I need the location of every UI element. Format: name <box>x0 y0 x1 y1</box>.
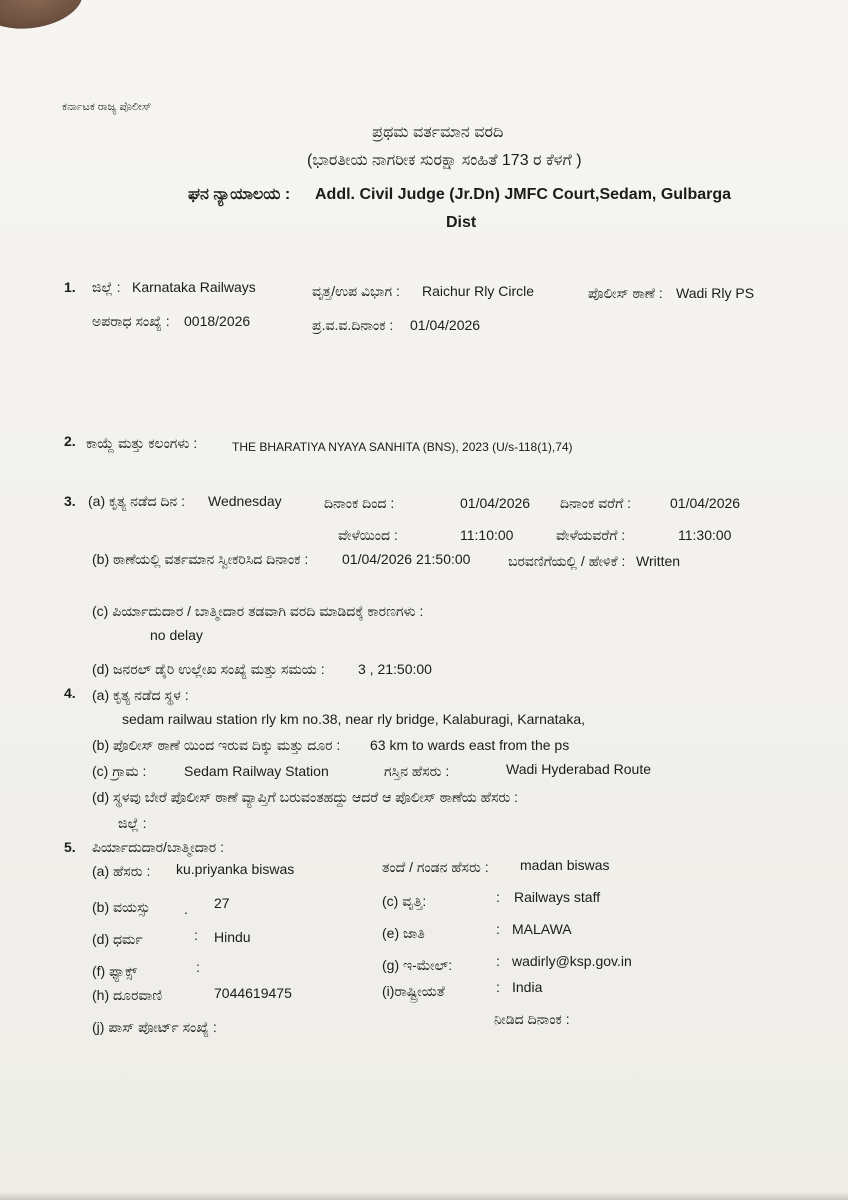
date-to-value: 01/04/2026 <box>670 495 741 511</box>
caste-label: (e) ಜಾತಿ <box>382 925 425 941</box>
section-5-number: 5. <box>64 839 76 855</box>
direction-distance-value: 63 km to wards east from the ps <box>370 737 570 753</box>
village-label: (c) ಗ್ರಾಮ : <box>92 763 147 779</box>
occurrence-day-label: (a) ಕೃತ್ಯ ನಡೆದ ದಿನ : <box>88 493 185 509</box>
court-label: ಘನ ನ್ಯಾಯಾಲಯ : <box>188 186 291 203</box>
issue-date-label: ನೀಡಿದ ದಿನಾಂಕ : <box>494 1011 570 1027</box>
date-from-value: 01/04/2026 <box>460 495 531 511</box>
delay-reason-label: (c) ಪಿರ್ಯಾದುದಾರ / ಬಾತ್ಮೀದಾರ ತಡವಾಗಿ ವರದಿ ಮಾಡಿದಕ್ಕೆ ಕಾರಣಗಳು : <box>92 603 424 619</box>
direction-distance-label: (b) ಪೊಲೀಸ್ ಠಾಣೆ ಯಿಂದ ಇರುವ ದಿಕ್ಕು ಮತ್ತು ದೂರ : <box>92 737 341 753</box>
email-label: (g) ಇ-ಮೇಲ್: <box>382 957 453 973</box>
caste-colon: : <box>496 921 500 937</box>
village-value: Sedam Railway Station <box>184 763 329 779</box>
crime-number-value: 0018/2026 <box>184 313 251 329</box>
time-to-label: ವೇಳೆಯವರೆಗೆ : <box>556 527 626 543</box>
district-value: Karnataka Railways <box>132 279 256 295</box>
date-from-label: ದಿನಾಂಕ ದಿಂದ : <box>324 495 395 511</box>
occurrence-day-value: Wednesday <box>208 493 282 509</box>
occupation-colon: : <box>496 889 500 905</box>
court-name: Addl. Civil Judge (Jr.Dn) JMFC Court,Sedam, Gulbarga <box>315 186 732 203</box>
nationality-value: India <box>512 979 543 995</box>
name-value: ku.priyanka biswas <box>176 861 295 877</box>
complainant-label: ಪಿರ್ಯಾದುದಾರ/ಬಾತ್ಮೀದಾರ : <box>92 839 224 855</box>
passport-label: (j) ಪಾಸ್ ಪೋರ್ಟ್ ಸಂಖ್ಯೆ : <box>92 1019 217 1035</box>
written-oral-label: ಬರವಣಿಗೆಯಲ್ಲಿ / ಹೇಳಿಕೆ : <box>508 553 626 569</box>
acts-label: ಕಾಯ್ದೆ ಮತ್ತು ಕಲಂಗಳು : <box>86 435 198 451</box>
acts-value: THE BHARATIYA NYAYA SANHITA (BNS), 2023 (U/s-118(1),74) <box>232 440 573 454</box>
section-2-number: 2. <box>64 433 76 449</box>
fir-date-value: 01/04/2026 <box>410 317 481 333</box>
delay-reason-value: no delay <box>150 627 203 643</box>
occupation-label: (c) ವೃತ್ತಿ: <box>382 893 427 909</box>
document-subtitle: (ಭಾರತೀಯ ನಾಗರೀಕ ಸುರಕ್ಷಾ ಸಂಹಿತೆ 173 ರ ಕೆಳಗೆ ) <box>307 152 582 169</box>
circle-value: Raichur Rly Circle <box>422 283 535 299</box>
thumb-shadow <box>0 0 87 35</box>
section-4-number: 4. <box>64 685 76 701</box>
document-title: ಪ್ರಥಮ ವರ್ತಮಾನ ವರದಿ <box>372 124 504 141</box>
section-3-number: 3. <box>64 493 76 509</box>
info-received-value: 01/04/2026 21:50:00 <box>342 551 471 567</box>
place-value: sedam railwau station rly km no.38, near rly bridge, Kalaburagi, Karnataka, <box>122 711 586 727</box>
age-label: (b) ವಯಸ್ಸು <box>92 899 151 915</box>
police-station-value: Wadi Rly PS <box>676 285 755 301</box>
email-value: wadirly@ksp.gov.in <box>512 953 632 969</box>
police-station-label: ಪೊಲೀಸ್ ಠಾಣೆ : <box>588 285 663 301</box>
nationality-colon: : <box>496 979 500 995</box>
fir-date-label: ಪ್ರ.ವ.ವ.ದಿನಾಂಕ : <box>312 317 394 333</box>
crime-number-label: ಅಪರಾಧ ಸಂಖ್ಯೆ : <box>92 313 170 329</box>
name-label: (a) ಹೆಸರು : <box>92 863 151 879</box>
father-name-value: madan biswas <box>520 857 610 873</box>
email-colon: : <box>496 953 500 969</box>
district-label: ಜಿಲ್ಲೆ : <box>92 279 121 295</box>
general-diary-label: (d) ಜನರಲ್ ಡೈರಿ ಉಲ್ಲೇಖ ಸಂಖ್ಯೆ ಮತ್ತು ಸಮಯ : <box>92 661 325 677</box>
time-to-value: 11:30:00 <box>678 527 732 543</box>
fax-colon: : <box>196 959 200 975</box>
other-ps-label: (d) ಸ್ಥಳವು ಬೇರೆ ಪೊಲೀಸ್ ಠಾಣೆ ವ್ಯಾಪ್ತಿಗೆ ಬರುವಂತಹದ್ದು ಆದರೆ ಆ ಪೊಲೀಸ್ ಠಾಣೆಯ ಹೆಸರು : <box>92 789 519 805</box>
time-from-value: 11:10:00 <box>460 527 514 543</box>
beat-value: Wadi Hyderabad Route <box>506 761 652 777</box>
bottom-shadow <box>0 1192 848 1200</box>
nationality-label: (i)ರಾಷ್ಟ್ರೀಯತೆ <box>382 983 445 999</box>
father-name-label: ತಂದೆ / ಗಂಡನ ಹೆಸರು : <box>382 859 489 875</box>
written-oral-value: Written <box>636 553 681 569</box>
date-to-label: ದಿನಾಂಕ ವರೆಗೆ : <box>560 495 632 511</box>
department-name: ಕರ್ನಾಟಕ ರಾಜ್ಯ ಪೊಲೀಸ್ <box>62 101 152 113</box>
religion-label: (d) ಧರ್ಮ <box>92 931 143 947</box>
info-received-label: (b) ಠಾಣೆಯಲ್ಲಿ ವರ್ತಮಾನ ಸ್ವೀಕರಿಸಿದ ದಿನಾಂಕ : <box>92 551 309 567</box>
occupation-value: Railways staff <box>514 889 601 905</box>
time-from-label: ವೇಳೆಯಿಂದ : <box>338 527 398 543</box>
age-dot: . <box>184 901 188 917</box>
phone-value: 7044619475 <box>214 985 292 1001</box>
other-ps-district-label: ಜಿಲ್ಲೆ : <box>118 815 147 831</box>
place-label: (a) ಕೃತ್ಯ ನಡೆದ ಸ್ಥಳ : <box>92 687 189 703</box>
religion-value: Hindu <box>214 929 251 945</box>
circle-label: ವೃತ್ತ/ಉಪ ವಿಭಾಗ : <box>312 283 400 299</box>
court-name-cont: Dist <box>446 214 477 231</box>
beat-label: ಗಸ್ತಿನ ಹೆಸರು : <box>384 763 450 779</box>
section-1-number: 1. <box>64 279 76 295</box>
general-diary-value: 3 , 21:50:00 <box>358 661 432 677</box>
caste-value: MALAWA <box>512 921 572 937</box>
age-value: 27 <box>214 895 230 911</box>
religion-colon: : <box>194 927 198 943</box>
phone-label: (h) ದೂರವಾಣಿ <box>92 987 163 1003</box>
fax-label: (f) ಫ್ಯಾಕ್ಸ್ <box>92 963 138 979</box>
